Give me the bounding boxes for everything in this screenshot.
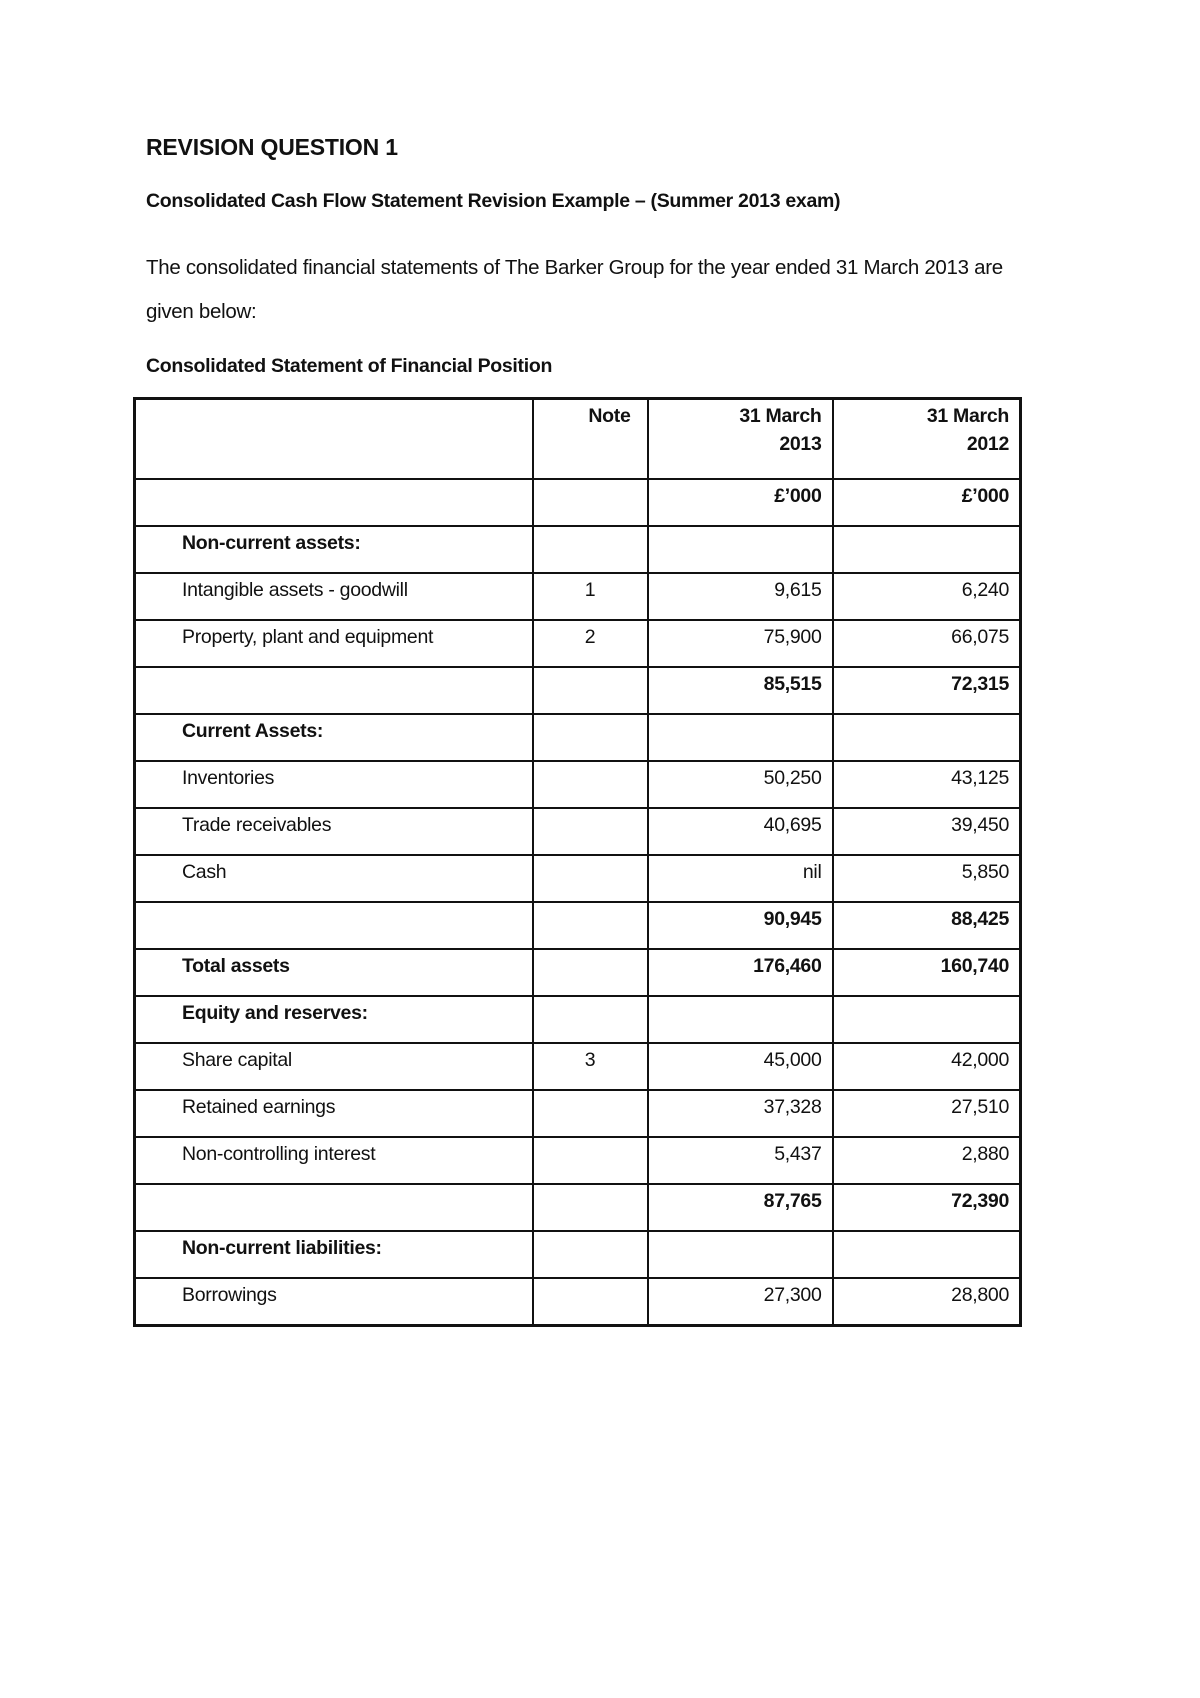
units-2013-cell: £’000 [648,479,833,526]
header-2012-line1: 31 March [926,405,1009,427]
row-label-cell: Inventories [135,761,533,808]
row-note-cell [533,714,648,761]
table-row [135,573,1021,620]
row-label-cell: Non-current liabilities: [135,1231,533,1278]
row-2012-value-cell [833,526,1021,573]
header-note-cell: Note [533,399,648,480]
row-2013-value-cell [648,996,833,1043]
table-row [135,714,1021,761]
table-row [135,526,1021,573]
row-label-cell [135,1184,533,1231]
row-note-cell: 2 [533,620,648,667]
row-label-cell: Current Assets: [135,714,533,761]
row-2012-value-cell: 66,075 [833,620,1021,667]
row-label-cell [135,667,533,714]
units-label-cell [135,479,533,526]
row-2013-value-cell: 50,250 [648,761,833,808]
table-row [135,902,1021,949]
row-2013-value-cell: 90,945 [648,902,833,949]
header-2013-line2: 2013 [779,433,822,455]
row-label-cell: Non-current assets: [135,526,533,573]
row-note-cell: 1 [533,573,648,620]
financial-position-table [133,397,1022,1327]
table-row [135,996,1021,1043]
row-2013-value-cell: 5,437 [648,1137,833,1184]
table-row [135,855,1021,902]
row-2013-value-cell: 37,328 [648,1090,833,1137]
row-2013-value-cell: 9,615 [648,573,833,620]
table-row [135,1043,1021,1090]
table-row [135,620,1021,667]
table-row [135,1278,1021,1326]
row-label-cell: Share capital [135,1043,533,1090]
row-2013-value-cell: 45,000 [648,1043,833,1090]
row-2012-value-cell: 2,880 [833,1137,1021,1184]
row-2013-value-cell: 75,900 [648,620,833,667]
row-note-cell [533,902,648,949]
units-note-cell [533,479,648,526]
table-row [135,808,1021,855]
row-note-cell [533,855,648,902]
page-title: REVISION QUESTION 1 [146,134,398,160]
row-2013-value-cell [648,714,833,761]
header-2012-line2: 2012 [966,433,1009,455]
row-2013-value-cell: 87,765 [648,1184,833,1231]
row-2012-value-cell [833,996,1021,1043]
row-2012-value-cell: 43,125 [833,761,1021,808]
row-label-cell: Retained earnings [135,1090,533,1137]
row-2012-value-cell: 5,850 [833,855,1021,902]
row-2012-value-cell [833,714,1021,761]
page-subtitle: Consolidated Cash Flow Statement Revision Example – (Summer 2013 exam) [146,190,841,212]
header-2012-cell [833,399,1021,480]
table-row [135,1090,1021,1137]
table-row [135,1231,1021,1278]
row-2012-value-cell: 42,000 [833,1043,1021,1090]
row-2012-value-cell: 27,510 [833,1090,1021,1137]
row-note-cell [533,1090,648,1137]
row-label-cell: Non-controlling interest [135,1137,533,1184]
row-2013-value-cell: nil [648,855,833,902]
section-heading: Consolidated Statement of Financial Position [146,355,553,377]
row-label-cell: Property, plant and equipment [135,620,533,667]
row-2013-value-cell: 176,460 [648,949,833,996]
row-note-cell: 3 [533,1043,648,1090]
row-note-cell [533,1231,648,1278]
table-row [135,1184,1021,1231]
row-2012-value-cell: 39,450 [833,808,1021,855]
row-label-cell: Equity and reserves: [135,996,533,1043]
row-label-cell: Cash [135,855,533,902]
row-label-cell: Intangible assets - goodwill [135,573,533,620]
row-2012-value-cell [833,1231,1021,1278]
row-2013-value-cell: 40,695 [648,808,833,855]
row-2012-value-cell: 72,390 [833,1184,1021,1231]
row-2012-value-cell: 160,740 [833,949,1021,996]
header-2013-cell [648,399,833,480]
row-label-cell [135,902,533,949]
row-note-cell [533,761,648,808]
units-row [135,479,1021,526]
row-note-cell [533,1184,648,1231]
header-2013-line1: 31 March [739,405,822,427]
row-2012-value-cell: 88,425 [833,902,1021,949]
row-2012-value-cell: 72,315 [833,667,1021,714]
row-2013-value-cell [648,1231,833,1278]
units-2012-cell: £’000 [833,479,1021,526]
header-label-cell [135,399,533,480]
row-note-cell [533,667,648,714]
row-2012-value-cell: 6,240 [833,573,1021,620]
row-label-cell: Trade receivables [135,808,533,855]
table-header-row [135,399,1021,480]
row-note-cell [533,526,648,573]
table-row [135,761,1021,808]
table-row [135,667,1021,714]
intro-paragraph: The consolidated financial statements of The Barker Group for the year ended 31 March 2013 are given below: [146,256,1003,323]
row-2012-value-cell: 28,800 [833,1278,1021,1326]
row-note-cell [533,808,648,855]
row-note-cell [533,996,648,1043]
row-2013-value-cell: 27,300 [648,1278,833,1326]
table-row [135,949,1021,996]
row-label-cell: Borrowings [135,1278,533,1326]
row-note-cell [533,1137,648,1184]
row-note-cell [533,1278,648,1326]
table-row [135,1137,1021,1184]
row-label-cell: Total assets [135,949,533,996]
row-2013-value-cell [648,526,833,573]
row-2013-value-cell: 85,515 [648,667,833,714]
row-note-cell [533,949,648,996]
